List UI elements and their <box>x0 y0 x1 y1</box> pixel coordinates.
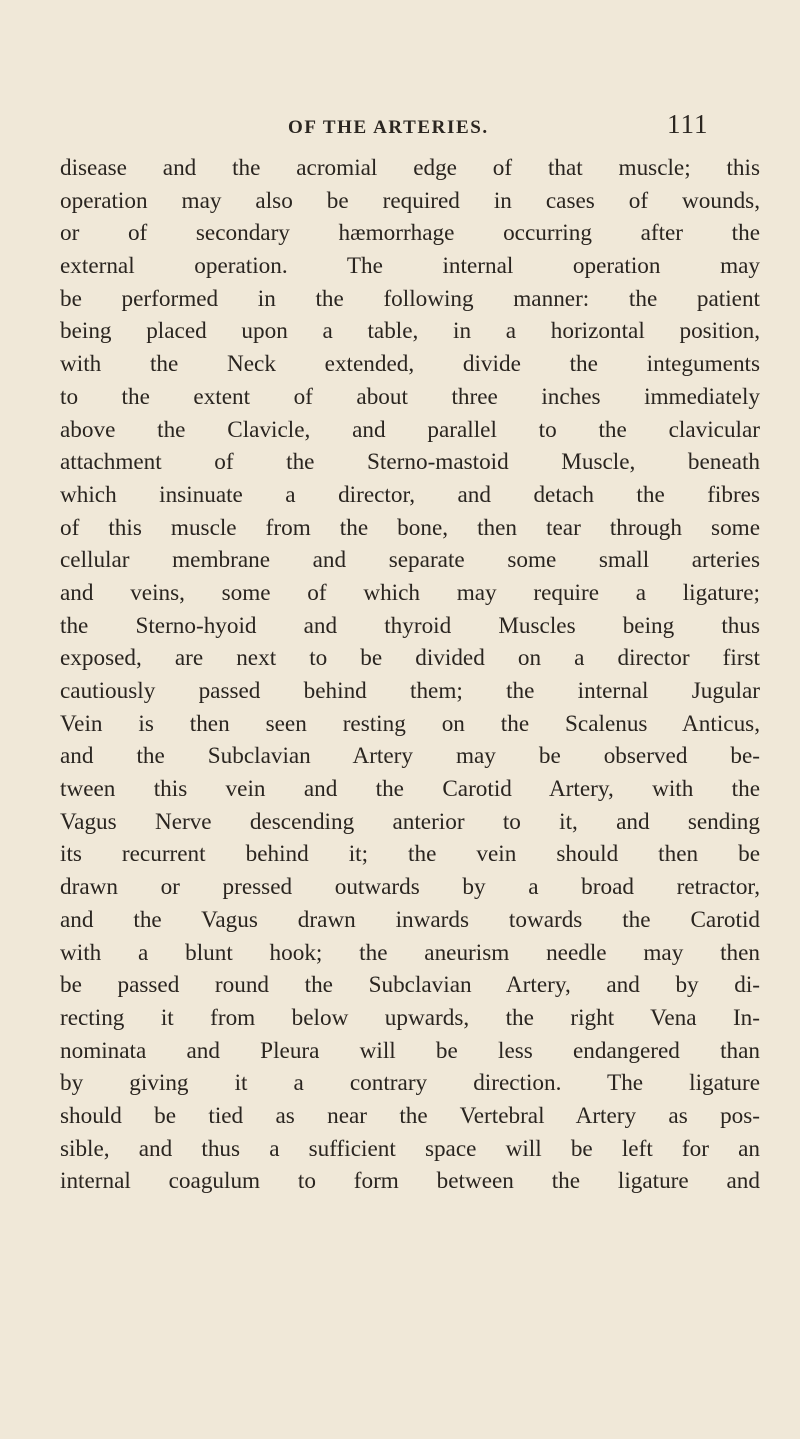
text-line: Vagus Nerve descending anterior to it, and sending <box>60 808 760 835</box>
text-line: with the Neck extended, divide the integuments <box>60 351 760 378</box>
text-line: exposed, are next to be divided on a director first <box>60 645 760 672</box>
text-line: the Sterno-hyoid and thyroid Muscles being thus <box>60 612 760 639</box>
text-line: and the Vagus drawn inwards towards the Carotid <box>60 906 760 933</box>
text-line: disease and the acromial edge of that muscle; this <box>60 155 760 181</box>
header-title: OF THE ARTERIES. <box>288 117 489 138</box>
text-line: which insinuate a director, and detach the fibres <box>60 481 760 508</box>
text-line: internal coagulum to form between the ligature and <box>60 1168 760 1195</box>
text-line: Vein is then seen resting on the Scalenus Anticus, <box>60 710 760 737</box>
text-line: operation may also be required in cases of wounds, <box>60 187 760 214</box>
text-line: its recurrent behind it; the vein should then be <box>60 841 760 868</box>
text-line: sible, and thus a sufficient space will be left for an <box>60 1135 760 1162</box>
text-line: and the Subclavian Artery may be observed be- <box>60 743 760 770</box>
text-line: being placed upon a table, in a horizontal position, <box>60 318 760 345</box>
text-line: tween this vein and the Carotid Artery, with the <box>60 776 760 803</box>
text-line: cellular membrane and separate some small arteries <box>60 547 760 574</box>
text-line: to the extent of about three inches immediately <box>60 383 760 410</box>
text-line: above the Clavicle, and parallel to the clavicular <box>60 416 760 443</box>
text-line: and veins, some of which may require a ligature; <box>60 579 760 606</box>
text-line: with a blunt hook; the aneurism needle may then <box>60 939 760 966</box>
text-line: should be tied as near the Vertebral Artery as pos- <box>60 1102 760 1129</box>
text-line: attachment of the Sterno-mastoid Muscle, beneath <box>60 449 760 476</box>
text-line: nominata and Pleura will be less endangered than <box>60 1037 760 1064</box>
text-line: or of secondary hæmorrhage occurring after the <box>60 220 760 247</box>
text-line: recting it from below upwards, the right Vena In- <box>60 1004 760 1031</box>
text-line: be performed in the following manner: the patient <box>60 285 760 312</box>
page-number: 111 <box>667 109 709 139</box>
text-line: by giving it a contrary direction. The ligature <box>60 1070 760 1097</box>
text-line: of this muscle from the bone, then tear through some <box>60 514 760 541</box>
text-line: external operation. The internal operation may <box>60 253 760 280</box>
text-line: cautiously passed behind them; the internal Jugular <box>60 678 760 704</box>
body-text <box>60 152 760 1198</box>
running-head <box>0 107 800 147</box>
text-line: drawn or pressed outwards by a broad retractor, <box>60 874 760 901</box>
text-line: be passed round the Subclavian Artery, and by di- <box>60 972 760 999</box>
